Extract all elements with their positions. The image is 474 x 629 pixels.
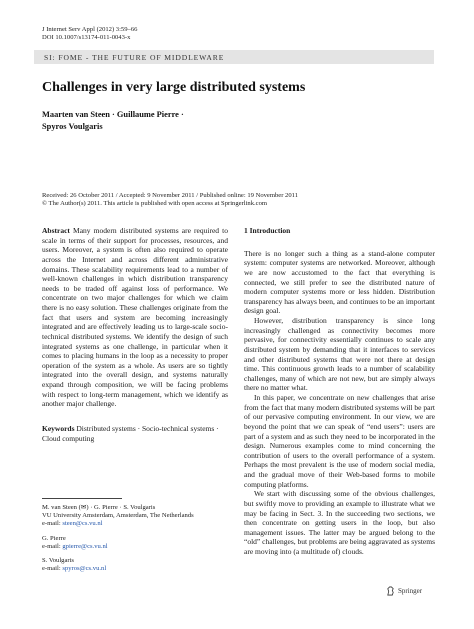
author-line: Spyros Voulgaris (42, 121, 103, 131)
publisher-name: Springer (398, 587, 423, 595)
publication-dates (42, 192, 298, 209)
footnote-rule (42, 498, 122, 499)
paragraph: We start with discussing some of the obvious challenges, but swiftly move to providing an example to illustrate what we may be facing in Sect. 3. In the succeeding two sections, we then concentrate on getting users in the loop, but also management issues. The latter may be argued belong to the “old” challenges, but problems are being aggravated as systems are moving into (a multitude of) clouds. (244, 489, 435, 556)
section-band (34, 50, 434, 64)
publisher-logo (386, 586, 422, 596)
affiliation-name: G. Pierre (42, 534, 66, 542)
email-row (42, 565, 232, 573)
springer-horse-icon (386, 586, 395, 596)
journal-citation: J Internet Serv Appl (2012) 3:59–66 (42, 26, 138, 33)
author-list (42, 109, 184, 132)
left-column (42, 226, 228, 443)
journal-doi: DOI 10.1007/s13174-011-0043-x (42, 34, 131, 42)
affiliation-name: S. Voulgaris (42, 557, 74, 565)
email-link[interactable]: spyros@cs.vu.nl (62, 565, 107, 573)
affiliation-authors: M. van Steen (✉) · G. Pierre · S. Voulgaris (42, 504, 156, 511)
abstract (42, 226, 228, 409)
email-label: e-mail: (42, 520, 61, 528)
paragraph: There is no longer such a thing as a stand-alone computer system: computer systems are networked. Moreover, although we are now accustomed to the fact that everything is connected, we still prefer to see the distributed nature of modern computer systems more or less hidden. Distribution transparency has always been, and continues to be an important design goal. (244, 248, 435, 316)
email-label: e-mail: (42, 542, 61, 550)
email-label: e-mail: (42, 565, 61, 573)
email-link[interactable]: steen@cs.vu.nl (62, 520, 103, 528)
abstract-text: Many modern distributed systems are required to scale in terms of their support for processes, resources, and users. Moreover, a system is often also required to operate across the Internet and across different administrative domains. These scalability requirements lead to a number of well-known challenges in which distribution transparency needs to be traded off against loss of performance. We concentrate on two major challenges for which we claim there is no easy solution. These challenges originate from the fact that users and system are becoming increasingly integrated and are effectively leading us to large-scale socio-technical distributed systems. We identify the design of such integrated systems as one challenge, in particular when it comes to placing humans in the loop as a necessity to proper operation of the system as a whole. As users are so tightly integrated into the overall design, and systems naturally expand through composition, we will be facing problems with respect to long-term management, which we identify as another major challenge. (42, 226, 228, 409)
email-link[interactable]: gpierre@cs.vu.nl (62, 542, 108, 550)
affiliations (42, 504, 232, 573)
email-row (42, 543, 232, 551)
copyright-line: © The Author(s) 2011. This article is published with open access at Springerlink.com (42, 200, 268, 208)
paper-title: Challenges in very large distributed systems (42, 80, 306, 95)
received-line: Received: 26 October 2011 / Accepted: 9 November 2011 / Published online: 19 November 2011 (42, 192, 298, 199)
author-line: Maarten van Steen · Guillaume Pierre · (42, 110, 184, 119)
journal-header (42, 26, 137, 42)
paragraph: In this paper, we concentrate on new challenges that arise from the fact that many modern distributed systems will be part of our pervasive computing environment. In our view, we are beyond the point that we can speak of “end users”: users are part of a system and as such they need to be incorporated in the design. Numerous examples come to mind concerning the contribution of users to the overall performance of a system. Perhaps the most prevalent is the use of modern social media, and the gradual move of their Web-based forms to mobile computing platforms. (244, 393, 435, 489)
abstract-label: Abstract (42, 226, 70, 235)
keywords-label: Keywords (42, 423, 75, 433)
email-row (42, 520, 232, 528)
affiliation-institution: VU University Amsterdam, Amsterdam, The Netherlands (42, 512, 194, 520)
paragraph: However, distribution transparency is since long increasingly challenged as connectivity becomes more pervasive, for connectivity essentially continues to scale any distributed system by demanding that it interfaces to services and other distributed systems that were not there at design time. This continuous growth leads to a number of scalability challenges, many of which are not new, but are simply always there no matter what. (244, 316, 435, 393)
keywords-text: Distributed systems · Socio-technical systems · Cloud computing (42, 423, 219, 443)
right-column (244, 226, 435, 557)
keywords (42, 424, 228, 443)
section-band-label: SI: FOME - THE FUTURE OF MIDDLEWARE (44, 52, 225, 62)
section-heading: 1 Introduction (244, 226, 291, 235)
